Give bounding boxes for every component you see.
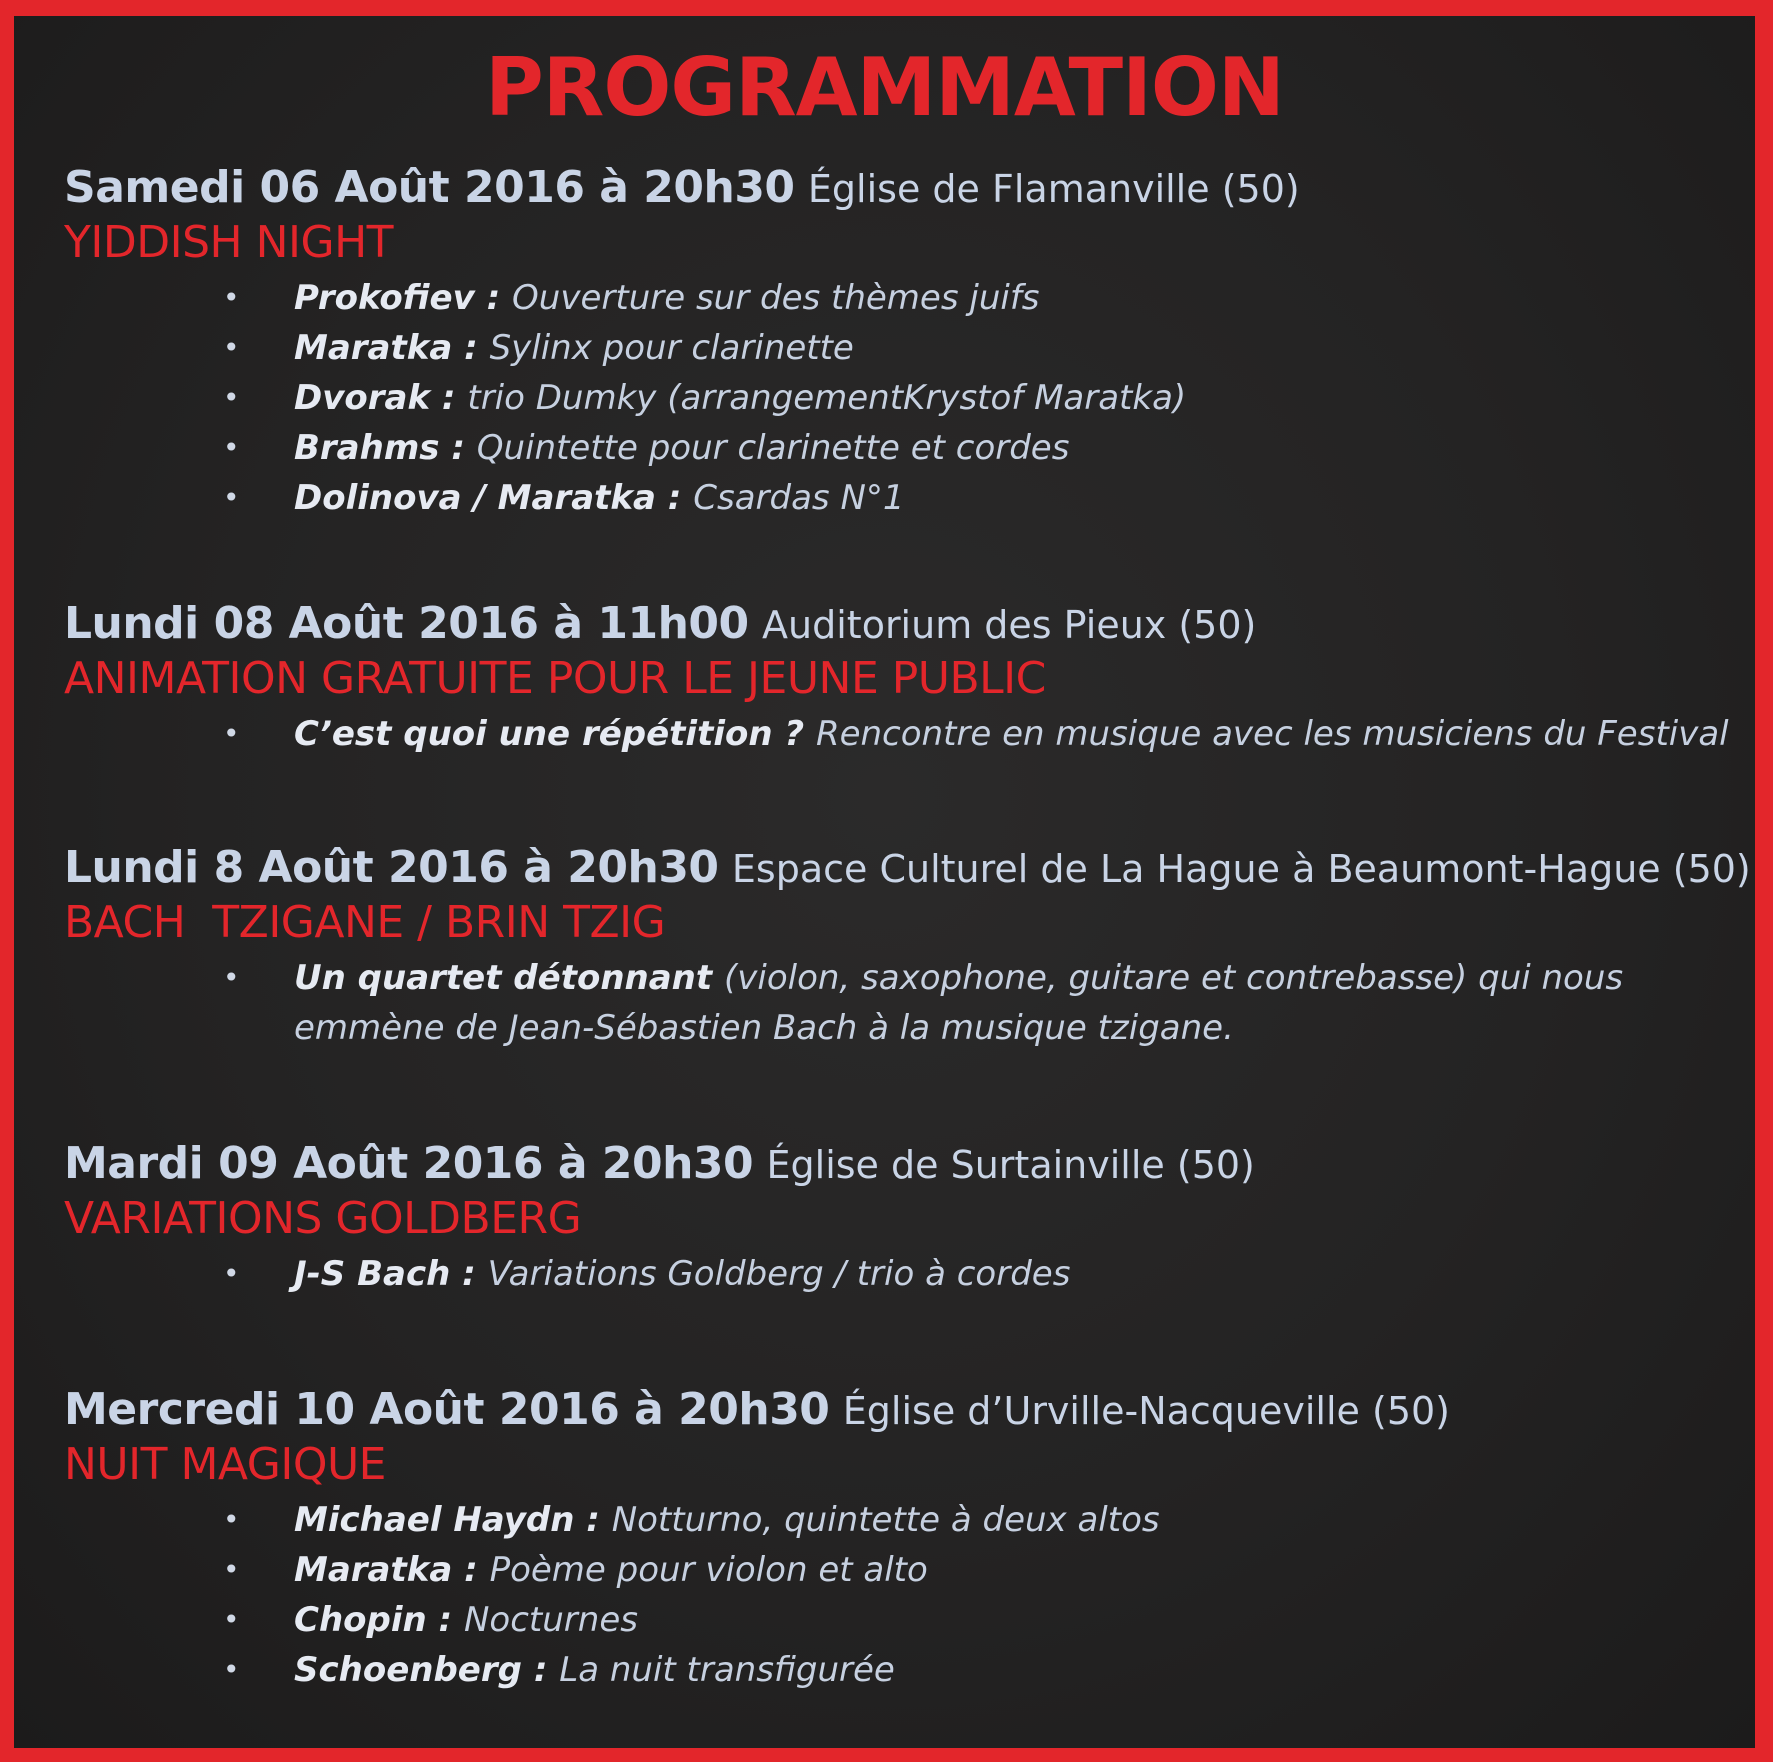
list-item	[64, 373, 1735, 423]
work: trio Dumky (arrangementKrystof Maratka)	[467, 378, 1187, 418]
separator: :	[439, 428, 477, 468]
separator: :	[452, 1550, 490, 1590]
bullet-icon: •	[223, 331, 240, 364]
separator	[804, 714, 816, 754]
work: (violon, saxophone, guitare et contrebasse) qui nous emmène de Jean-Sébastien Bach à la musique tzigane.	[294, 958, 1624, 1048]
work: Ouverture sur des thèmes juifs	[512, 278, 1040, 318]
separator: :	[521, 1650, 560, 1690]
composer: Dvorak	[294, 378, 431, 418]
event-3	[64, 842, 1751, 1053]
event-header	[64, 1138, 1735, 1191]
separator: :	[574, 1500, 612, 1540]
event-4	[64, 1138, 1735, 1299]
event-program-list	[64, 1495, 1735, 1695]
event-venue: Auditorium des Pieux (50)	[762, 603, 1257, 647]
work: Rencontre en musique avec les musiciens du Festival	[815, 714, 1729, 754]
work: Sylinx pour clarinette	[489, 328, 854, 368]
bullet-icon: •	[223, 717, 240, 750]
event-5	[64, 1384, 1735, 1695]
event-header	[64, 1384, 1735, 1437]
composer: Schoenberg	[294, 1650, 522, 1690]
page-title: PROGRAMMATION	[485, 41, 1284, 134]
work: Notturno, quintette à deux altos	[611, 1500, 1160, 1540]
bullet-icon: •	[223, 1603, 240, 1636]
bullet-icon: •	[223, 431, 240, 464]
event-header	[64, 842, 1751, 895]
event-header	[64, 162, 1735, 215]
work: Csardas N°1	[693, 478, 905, 518]
list-item	[64, 323, 1735, 373]
bullet-icon: •	[223, 1653, 240, 1686]
composer: Michael Haydn	[294, 1500, 575, 1540]
event-title: BACH TZIGANE / BRIN TZIG	[64, 897, 666, 948]
composer: Brahms	[294, 428, 440, 468]
list-item	[64, 1595, 1735, 1645]
work: La nuit transfigurée	[559, 1650, 895, 1690]
event-date-time: Lundi 08 Août 2016 à 11h00	[64, 598, 749, 649]
event-date-time: Mercredi 10 Août 2016 à 20h30	[64, 1384, 830, 1435]
list-item	[64, 1645, 1735, 1695]
list-item	[64, 473, 1735, 523]
composer: C’est quoi une répétition ?	[294, 714, 805, 754]
separator: :	[450, 1254, 488, 1294]
separator: :	[426, 1600, 464, 1640]
bullet-icon: •	[223, 1553, 240, 1586]
composer: J-S Bach	[294, 1254, 451, 1294]
list-item	[64, 423, 1735, 473]
event-venue: Église de Flamanville (50)	[807, 167, 1300, 211]
list-item	[64, 1495, 1735, 1545]
composer: Un quartet détonnant	[294, 958, 713, 998]
work: Quintette pour clarinette et cordes	[476, 428, 1070, 468]
list-item	[64, 953, 1735, 1053]
composer: Prokofiev	[294, 278, 475, 318]
programme-panel	[14, 16, 1755, 1748]
bullet-icon: •	[223, 281, 240, 314]
separator: :	[474, 278, 513, 318]
work: Variations Goldberg / trio à cordes	[487, 1254, 1071, 1294]
event-program-list	[64, 709, 1735, 759]
event-title: ANIMATION GRATUITE POUR LE JEUNE PUBLIC	[64, 653, 1046, 704]
work: Poème pour violon et alto	[489, 1550, 928, 1590]
bullet-icon: •	[223, 961, 240, 994]
list-item	[64, 709, 1735, 759]
event-date-time: Samedi 06 Août 2016 à 20h30	[64, 162, 795, 213]
list-item	[64, 273, 1735, 323]
separator: :	[452, 328, 490, 368]
separator	[712, 958, 724, 998]
event-date-time: Lundi 8 Août 2016 à 20h30	[64, 842, 719, 893]
event-venue: Espace Culturel de La Hague à Beaumont-Hague (50)	[731, 847, 1751, 891]
composer: Maratka	[294, 328, 453, 368]
event-venue: Église de Surtainville (50)	[766, 1143, 1255, 1187]
separator: :	[430, 378, 468, 418]
bullet-icon: •	[223, 1503, 240, 1536]
list-item	[64, 1545, 1735, 1595]
event-program-list	[64, 1249, 1735, 1299]
bullet-icon: •	[223, 381, 240, 414]
event-program-list	[64, 953, 1735, 1053]
bullet-icon: •	[223, 481, 240, 514]
event-title: VARIATIONS GOLDBERG	[64, 1193, 582, 1244]
list-item	[64, 1249, 1735, 1299]
event-date-time: Mardi 09 Août 2016 à 20h30	[64, 1138, 754, 1189]
event-title: YIDDISH NIGHT	[64, 217, 394, 268]
event-title: NUIT MAGIQUE	[64, 1439, 386, 1490]
bullet-icon: •	[223, 1257, 240, 1290]
composer: Chopin	[294, 1600, 427, 1640]
event-program-list	[64, 273, 1735, 523]
composer: Maratka	[294, 1550, 453, 1590]
event-2	[64, 598, 1735, 759]
separator: :	[655, 478, 694, 518]
event-header	[64, 598, 1735, 651]
event-1	[64, 162, 1735, 523]
work: Nocturnes	[464, 1600, 638, 1640]
event-venue: Église d’Urville-Nacqueville (50)	[842, 1389, 1450, 1433]
composer: Dolinova / Maratka	[294, 478, 656, 518]
